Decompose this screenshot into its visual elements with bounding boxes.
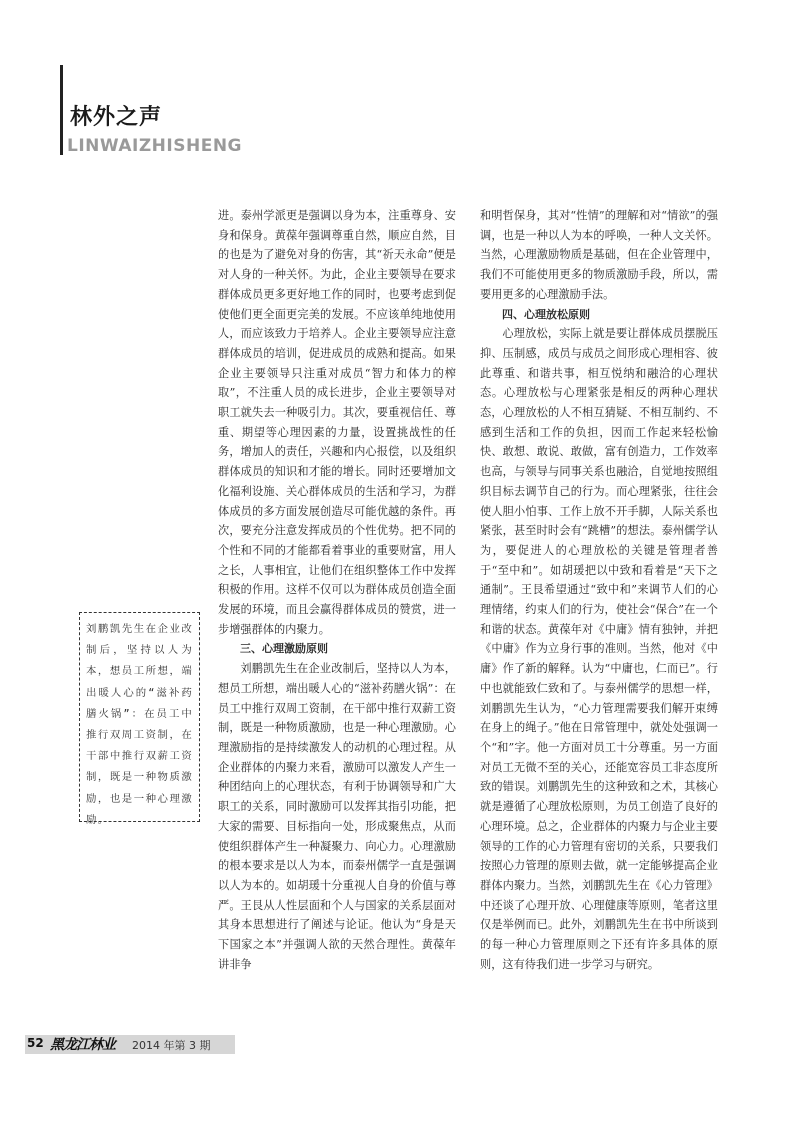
article-column-right: [480, 206, 718, 974]
section-heading: 四、心理放松原则: [502, 307, 590, 321]
paragraph: 刘鹏凯先生在企业改制后，坚持以人为本，想员工所想，端出暖人心的“滋补药膳火锅”：在员工中推行双周工资制，在干部中推行双薪工资制，既是一种物质激励，也是一种心理激励。心理激励指的是持续激发人的动机的心理过程。从企业群体的内聚力来看，激励可以激发人产生一种团结向上的心理状态，有利于协调领导和广大职工的关系，同时激励可以发挥其指引功能，把大家的需要、目标指向一处，形成聚焦点，从而使组织群体产生一种凝聚力、向心力。心理激励的根本要求是以人为本，而泰州儒学一直是强调以人为本的。如胡瑗十分重视人自身的价值与尊严。王艮从人性层面和个人与国家的关系层面对其身本思想进行了阐述与论证。他认为“身是天下国家之本”并强调人欲的天然合理性。黄葆年讲非争: [218, 662, 456, 971]
issue-label: 2014 年第 3 期: [132, 1039, 211, 1052]
article-column-left: [218, 206, 456, 974]
paragraph: 进。泰州学派更是强调以身为本，注重尊身、安身和保身。黄葆年强调尊重自然，顺应自然，目的也是为了避免对身的伤害，其“祈天永命”便是对人身的一种关怀。为此，企业主要领导在要求群体成员更多更好地工作的同时，也要考虑到促使他们更全面更完美的发展。不应该单纯地使用人，而应该致力于培养人。企业主要领导应注意群体成员的培训，促进成员的成熟和提高。如果企业主要领导只注重对成员“智力和体力的榨取”，不注重人员的成长进步，企业主要领导对职工就失去一种吸引力。其次，要重视信任、尊重、期望等心理因素的力量，设置挑战性的任务，增加人的责任，兴趣和内心报偿，以及组织群体成员的知识和才能的增长。同时还要增加文化福利设施、关心群体成员的生活和学习，为群体成员的多方面发展创造尽可能优越的条件。再次，要充分注意发挥成员的个性优势。把不同的个性和不同的才能都看着事业的重要财富，用人之长，人事相宜，让他们在组织整体工作中发挥积极的作用。这样不仅可以为群体成员创造全面发展的环境，而且会赢得群体成员的赞赏，进一步增强群体的内聚力。: [218, 209, 456, 636]
section-title: 林外之声: [70, 105, 163, 130]
paragraph: 心理放松，实际上就是要让群体成员摆脱压抑、压制感，成员与成员之间形成心理相容、彼此尊重、和谐共事，相互悦纳和融洽的心理状态。心理放松与心理紧张是相反的两种心理状态，心理放松的人不相互猜疑、不相互制约、不感到生活和工作的负担，因而工作起来轻松愉快、敢想、敢说、敢做，富有创造力，工作效率也高，与领导与同事关系也融洽，自觉地按照组织目标去调节自己的行为。而心理紧张，往往会使人胆小怕事、工作上放不开手脚，人际关系也紧张，甚至时时会有“跳槽”的想法。泰州儒学认为，要促进人的心理放松的关键是管理者善于“至中和”。如胡瑗把以中致和看着是“天下之通制”。王艮希望通过“致中和”来调节人们的心理情绪，约束人们的行为，使社会“保合”在一个和谐的状态。黄葆年对《中庸》情有独钟，并把《中庸》作为立身行事的准则。当然，他对《中庸》作了新的解释。认为“中庸也，仁而已”。行中也就能致仁致和了。与泰州儒学的思想一样，刘鹏凯先生认为，“心力管理需要我们解开束缚在身上的绳子。”他在日常管理中，就处处强调一个“和”字。他一方面对员工十分尊重。另一方面对员工无微不至的关心，还能宽容员工非态度所致的错误。刘鹏凯先生的这种致和之术，其核心就是遵循了心理放松原则，为员工创造了良好的心理环境。总之，企业群体的内聚力与企业主要领导的工作的心力管理有密切的关系，只要我们按照心力管理的原则去做，就一定能够提高企业群体内聚力。当然，刘鹏凯先生在《心力管理》中还谈了心理开放、心理健康等原则，笔者这里仅是举例而已。此外，刘鹏凯先生在书中所谈到的每一种心力管理原则之下还有许多具体的原则，这有待我们进一步学习与研究。: [480, 327, 718, 971]
section-title-pinyin: LINWAIZHISHENG: [67, 136, 242, 156]
section-heading: 三、心理激励原则: [240, 642, 328, 656]
pull-quote-box: 刘鹏凯先生在企业改制后，坚持以人为本，想员工所想，端出暖人心的“滋补药膳火锅”：在员工中推行双周工资制，在干部中推行双薪工资制，既是一种物质激励，也是一种心理激励。: [79, 612, 200, 822]
page-number: 52: [27, 1036, 44, 1050]
header-accent-bar: [60, 65, 63, 155]
magazine-logo: 黑龙江林业: [50, 1037, 115, 1053]
paragraph: 和明哲保身，其对“性情”的理解和对“情欲”的强调，也是一种以人为本的呼唤，一种人文关怀。当然，心理激励物质是基础，但在企业管理中，我们不可能使用更多的物质激励手段，所以，需要用更多的心理激励手法。: [480, 209, 718, 301]
